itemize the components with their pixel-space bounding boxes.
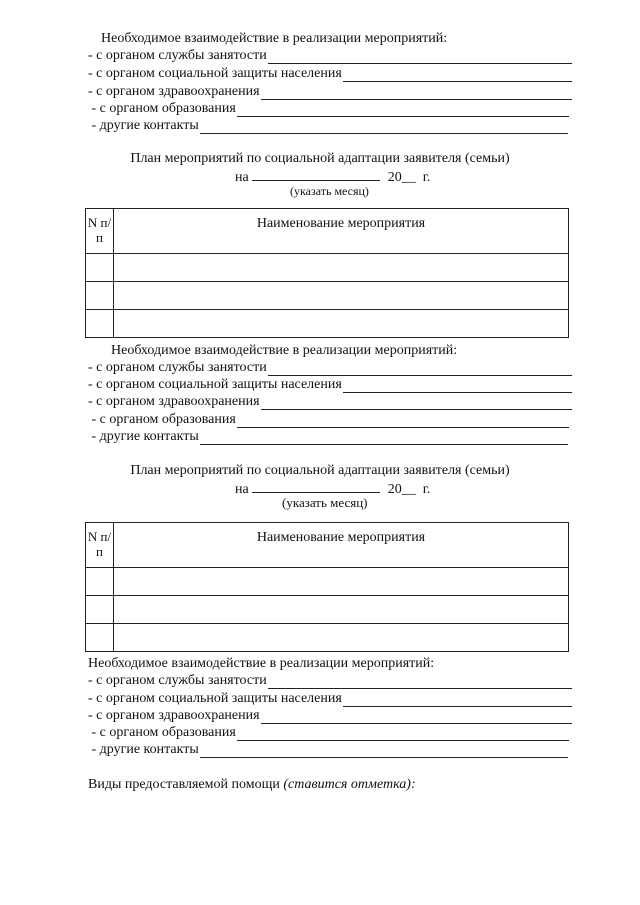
table-header-row [86,209,569,254]
fill-line[interactable] [237,414,569,428]
interaction-other: - другие контакты [88,428,568,445]
header-num: N п/п [86,209,114,254]
interaction-health: - с органом здравоохранения [88,707,572,724]
table-row [86,568,569,596]
assistance-types: Виды предоставляемой помощи (ставится отметка): [88,777,416,792]
interaction-social: - с органом социальной защиты населения [88,65,572,82]
interaction-education: - с органом образования [88,411,569,428]
header-name: Наименование мероприятия [114,209,569,254]
interaction-employment: - с органом службы занятости [88,672,572,689]
interaction-social: - с органом социальной защиты населения [88,376,572,393]
interaction-heading: Необходимое взаимодействие в реализации мероприятий: [88,656,435,671]
cell-num[interactable] [86,254,114,282]
cell-num[interactable] [86,568,114,596]
table-row [86,596,569,624]
plan-table [85,208,569,338]
interaction-employment: - с органом службы занятости [88,359,572,376]
interaction-other: - другие контакты [88,117,568,134]
plan-title: План мероприятий по социальной адаптации заявителя (семьи) [130,151,510,166]
assistance-note: (ставится отметка): [283,777,416,792]
header-num: N п/п [86,523,114,568]
interaction-health: - с органом здравоохранения [88,83,572,100]
fill-line[interactable] [237,103,569,117]
table-row [86,624,569,652]
cell-name[interactable] [114,282,569,310]
fill-line[interactable] [261,86,572,100]
plan-date-line: на 20__ г. [235,479,430,498]
fill-line[interactable] [261,710,572,724]
interaction-employment: - с органом службы занятости [88,47,572,64]
interaction-health: - с органом здравоохранения [88,393,572,410]
table-header-row [86,523,569,568]
fill-line[interactable] [261,396,572,410]
table-row [86,254,569,282]
fill-line[interactable] [200,120,568,134]
fill-line[interactable] [237,727,569,741]
interaction-heading: Необходимое взаимодействие в реализации мероприятий: [101,31,448,46]
fill-line[interactable] [343,693,572,707]
plan-title: План мероприятий по социальной адаптации заявителя (семьи) [130,463,510,478]
fill-line[interactable] [268,362,572,376]
fill-line[interactable] [200,744,568,758]
month-hint: (указать месяц) [282,495,368,510]
fill-line[interactable] [200,431,568,445]
month-blank[interactable] [252,167,380,181]
cell-name[interactable] [114,624,569,652]
cell-name[interactable] [114,254,569,282]
fill-line[interactable] [343,68,572,82]
interaction-heading: Необходимое взаимодействие в реализации мероприятий: [111,343,458,358]
fill-line[interactable] [268,50,572,64]
interaction-education: - с органом образования [88,100,569,117]
cell-num[interactable] [86,624,114,652]
plan-date-line: на 20__ г. [235,167,430,186]
plan-table [85,522,569,652]
fill-line[interactable] [268,675,572,689]
header-name: Наименование мероприятия [114,523,569,568]
cell-num[interactable] [86,282,114,310]
month-hint: (указать месяц) [290,184,369,198]
fill-line[interactable] [343,379,572,393]
month-blank[interactable] [252,479,380,493]
interaction-education: - с органом образования [88,724,569,741]
cell-name[interactable] [114,596,569,624]
cell-num[interactable] [86,310,114,338]
table-row [86,282,569,310]
interaction-other: - другие контакты [88,741,568,758]
cell-name[interactable] [114,310,569,338]
interaction-social: - с органом социальной защиты населения [88,690,572,707]
cell-name[interactable] [114,568,569,596]
cell-num[interactable] [86,596,114,624]
table-row [86,310,569,338]
